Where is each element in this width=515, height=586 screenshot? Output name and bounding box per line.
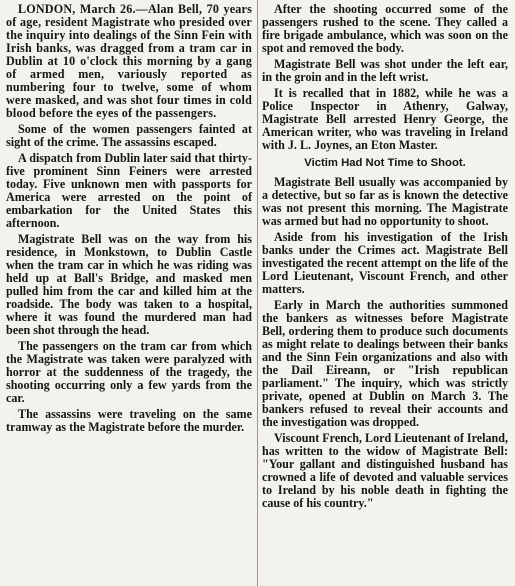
article-column-right	[262, 3, 508, 513]
article-paragraph: Early in March the authorities summoned the bankers as witnesses before Magistrate Bell, ordering them to produce such documents as might relate to dealings between their banks and the Sinn Fein organizations and also with the Dail Eireann, or "Irish republican parliament." The inquiry, which was strictly private, opened at Dublin on March 3. The bankers refused to reveal their accounts and the investigation was dropped.	[262, 298, 508, 429]
article-paragraph: Viscount French, Lord Lieutenant of Ireland, has written to the widow of Magistrate Bell: "Your gallant and distinguished husband has crowned a life of devoted and valuable services to Ireland by his noble death in fighting the cause of his country."	[262, 431, 508, 510]
article-paragraph: Magistrate Bell usually was accompanied by a detective, but so far as is known the detective was not present this morning. The Magistrate was armed but had no opportunity to shoot.	[262, 175, 508, 228]
column-divider	[257, 0, 258, 586]
article-paragraph: A dispatch from Dublin later said that thirty-five prominent Sinn Feiners were arrested today. Five unknown men with passports for America were arrested on the point of embarkation for the United States this afternoon.	[6, 151, 252, 230]
article-paragraph: The passengers on the tram car from which the Magistrate was taken were paralyzed with horror at the suddenness of the tragedy, the shooting occurring only a few yards from the car.	[6, 339, 252, 405]
article-column-left	[6, 3, 252, 437]
section-subheading: Victim Had Not Time to Shoot.	[304, 157, 466, 169]
article-paragraph: After the shooting occurred some of the passengers rushed to the scene. They called a fire brigade ambulance, which was soon on the spot and removed the body.	[262, 2, 508, 55]
article-paragraph: LONDON, March 26.—Alan Bell, 70 years of age, resident Magistrate who presided over the inquiry into dealings of the Sinn Fein with Irish banks, was dragged from a tram car in Dublin at 10 o'clock this morning by a gang of armed men, variously reported as numbering four to twelve, some of whom were masked, and was shot four times in cold blood before the eyes of the passengers.	[6, 2, 252, 120]
article-paragraph: It is recalled that in 1882, while he was a Police Inspector in Athenry, Galway, Magistrate Bell arrested Henry George, the American writer, who was traveling in Ireland with J. L. Joynes, an Eton Master.	[262, 86, 508, 152]
article-paragraph: Some of the women passengers fainted at sight of the crime. The assassins escaped.	[6, 122, 252, 149]
article-paragraph: The assassins were traveling on the same tramway as the Magistrate before the murder.	[6, 407, 252, 434]
article-paragraph: Magistrate Bell was shot under the left ear, in the groin and in the left wrist.	[262, 57, 508, 84]
article-paragraph: Magistrate Bell was on the way from his residence, in Monkstown, to Dublin Castle when the tram car in which he was riding was held up at Ball's Bridge, and masked men pulled him from the car and killed him at the roadside. The body was taken to a hospital, where it was found the murdered man had been shot through the head.	[6, 232, 252, 337]
article-paragraph: Aside from his investigation of the Irish banks under the Crimes act. Magistrate Bell investigated the recent attempt on the life of the Lord Lieutenant, Viscount French, and other matters.	[262, 230, 508, 296]
